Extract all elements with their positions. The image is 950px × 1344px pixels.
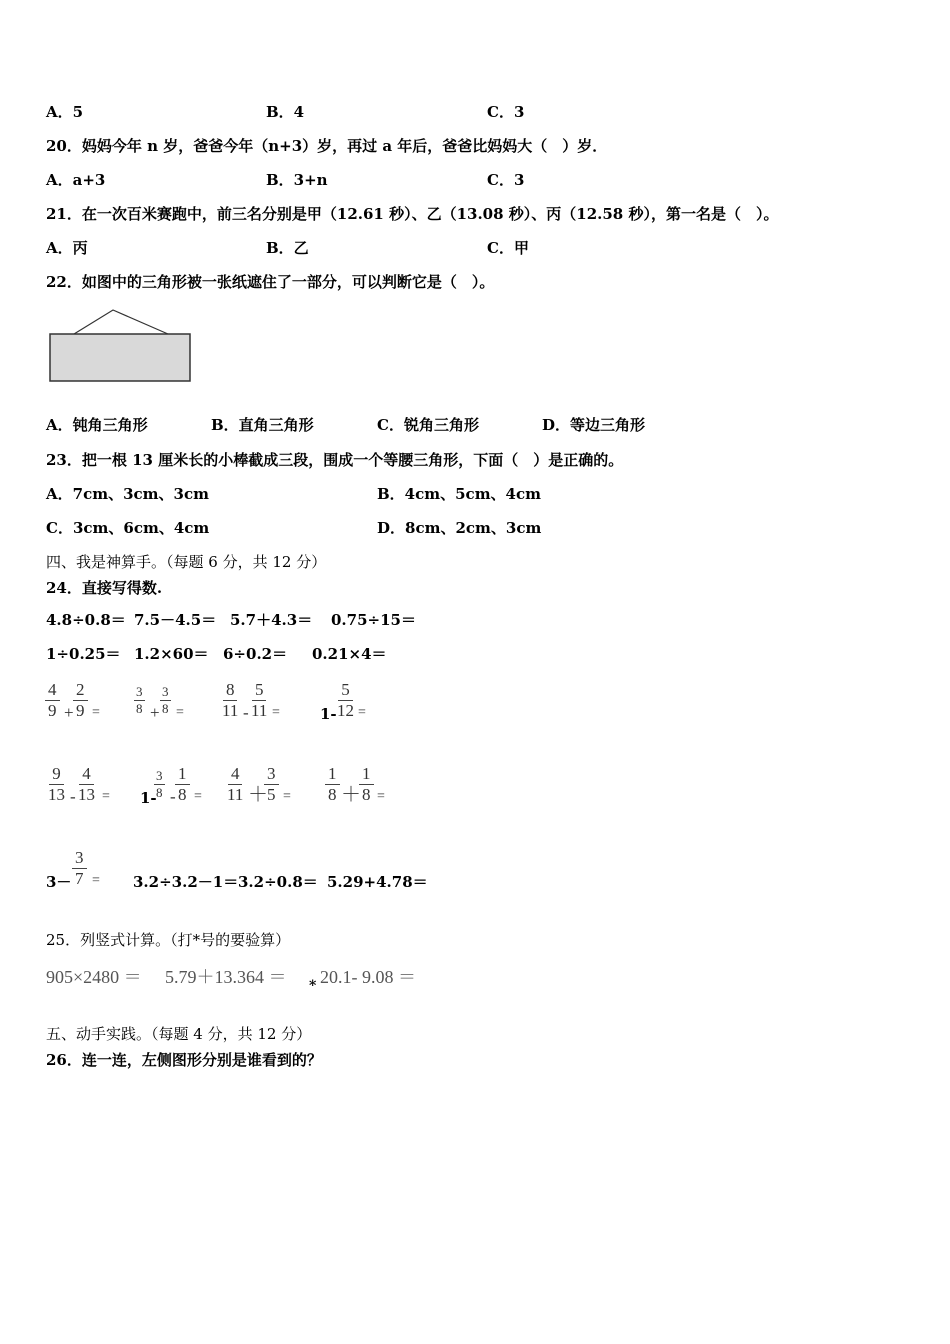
calc-item: 5.29+4.78＝ <box>327 873 428 891</box>
plus-sign: ＋ <box>248 784 268 806</box>
calc-item: 6÷0.2＝ <box>223 645 288 663</box>
fraction: $\frac{2}{9}$ <box>73 680 88 721</box>
q21-option-b: B．乙 <box>266 239 309 257</box>
fraction: $\frac{3}{8}$ <box>162 684 169 716</box>
equals-sign: = <box>92 705 100 720</box>
equals-sign: = <box>176 705 184 720</box>
section-5-heading: 五、动手实践。（每题 4 分，共 12 分） <box>46 1025 312 1043</box>
one-minus: 1- <box>320 705 337 723</box>
q22-option-a: A．钝角三角形 <box>46 416 148 434</box>
calc-item: 3.2÷3.2－1＝ <box>133 873 239 891</box>
fraction: $\frac{1}{8}$ <box>325 764 340 805</box>
equals-sign: = <box>194 789 202 804</box>
equals-sign: = <box>377 789 385 804</box>
fraction: $\frac{1}{8}$ <box>175 764 190 805</box>
q22-option-d: D．等边三角形 <box>542 416 646 434</box>
vertical-calc-item: 20.1- 9.08 ＝ <box>320 967 416 987</box>
three-minus: 3－ <box>46 873 72 891</box>
q21-text: 21．在一次百米赛跑中，前三名分别是甲（12.61 秒）、乙（13.08 秒）、丙（12.58 秒），第一名是（ ）。 <box>46 205 779 223</box>
q23-option-b: B．4cm、5cm、4cm <box>377 485 542 503</box>
calc-item: 0.21×4＝ <box>312 645 387 663</box>
calc-item: 0.75÷15＝ <box>331 611 416 629</box>
minus-sign: - <box>170 787 176 806</box>
plus-sign: + <box>150 703 160 722</box>
minus-sign: - <box>243 703 249 722</box>
equals-sign: = <box>92 873 100 888</box>
fraction: $\frac{3}{5}$ <box>264 764 279 805</box>
q20-option-c: C．3 <box>487 171 525 189</box>
fraction: $\frac{3}{8}$ <box>136 684 143 716</box>
fraction: $\frac{5}{11}$ <box>251 680 268 720</box>
fraction: $\frac{4}{11}$ <box>227 764 244 804</box>
covered-triangle-figure <box>46 306 196 386</box>
q26-text: 26．连一连，左侧图形分别是谁看到的？ <box>46 1051 322 1069</box>
q22-text: 22．如图中的三角形被一张纸遮住了一部分，可以判断它是（ ）。 <box>46 273 495 291</box>
q21-option-a: A．丙 <box>46 239 88 257</box>
q24-title: 24．直接写得数. <box>46 579 163 597</box>
calc-item: 1÷0.25＝ <box>46 645 121 663</box>
q25-title: 25．列竖式计算。（打*号的要验算） <box>46 931 291 949</box>
calc-item: 5.7＋4.3＝ <box>230 611 313 629</box>
vertical-calc-item: 905×2480 ＝ <box>46 967 142 987</box>
covering-paper <box>50 334 190 381</box>
vertical-calc-item: 5.79＋13.364 ＝ <box>165 967 287 987</box>
q19-option-b: B．4 <box>266 103 305 121</box>
q20-option-b: B．3+n <box>266 171 328 189</box>
equals-sign: = <box>283 789 291 804</box>
verify-star: * <box>309 978 317 994</box>
plus-sign: ＋ <box>341 784 361 806</box>
fraction: $\frac{4}{9}$ <box>45 680 60 721</box>
fraction: $\frac{5}{12}$ <box>337 680 354 720</box>
q19-option-c: C．3 <box>487 103 525 121</box>
calc-item: 3.2÷0.8＝ <box>238 873 318 891</box>
q20-text: 20．妈妈今年 n 岁，爸爸今年（n+3）岁，再过 a 年后，爸爸比妈妈大（ ）岁． <box>46 137 608 155</box>
section-4-heading: 四、我是神算手。（每题 6 分，共 12 分） <box>46 553 327 571</box>
q20-option-a: A．a+3 <box>46 171 106 189</box>
q21-option-c: C．甲 <box>487 239 529 257</box>
calc-item: 7.5－4.5＝ <box>134 611 217 629</box>
fraction: $\frac{8}{11}$ <box>222 680 239 720</box>
plus-sign: + <box>64 703 74 722</box>
q23-text: 23．把一根 13 厘米长的小棒截成三段，围成一个等腰三角形，下面（ ）是正确的。 <box>46 451 624 469</box>
fraction: $\frac{4}{13}$ <box>78 764 95 804</box>
fraction: $\frac{3}{7}$ <box>72 848 87 889</box>
equals-sign: = <box>272 705 280 720</box>
triangle-visible-edges <box>74 310 168 334</box>
one-minus: 1- <box>140 789 157 807</box>
fraction: $\frac{3}{8}$ <box>156 768 163 800</box>
equals-sign: = <box>358 705 366 720</box>
q23-option-d: D．8cm、2cm、3cm <box>377 519 542 537</box>
q19-option-a: A．5 <box>46 103 84 121</box>
fraction: $\frac{1}{8}$ <box>359 764 374 805</box>
equals-sign: = <box>102 789 110 804</box>
q23-option-a: A．7cm、3cm、3cm <box>46 485 209 503</box>
q22-option-b: B．直角三角形 <box>211 416 314 434</box>
q23-option-c: C．3cm、6cm、4cm <box>46 519 210 537</box>
minus-sign: - <box>70 787 76 806</box>
calc-item: 1.2×60＝ <box>134 645 209 663</box>
q22-option-c: C．锐角三角形 <box>377 416 479 434</box>
calc-item: 4.8÷0.8＝ <box>46 611 126 629</box>
fraction: $\frac{9}{13}$ <box>48 764 65 804</box>
